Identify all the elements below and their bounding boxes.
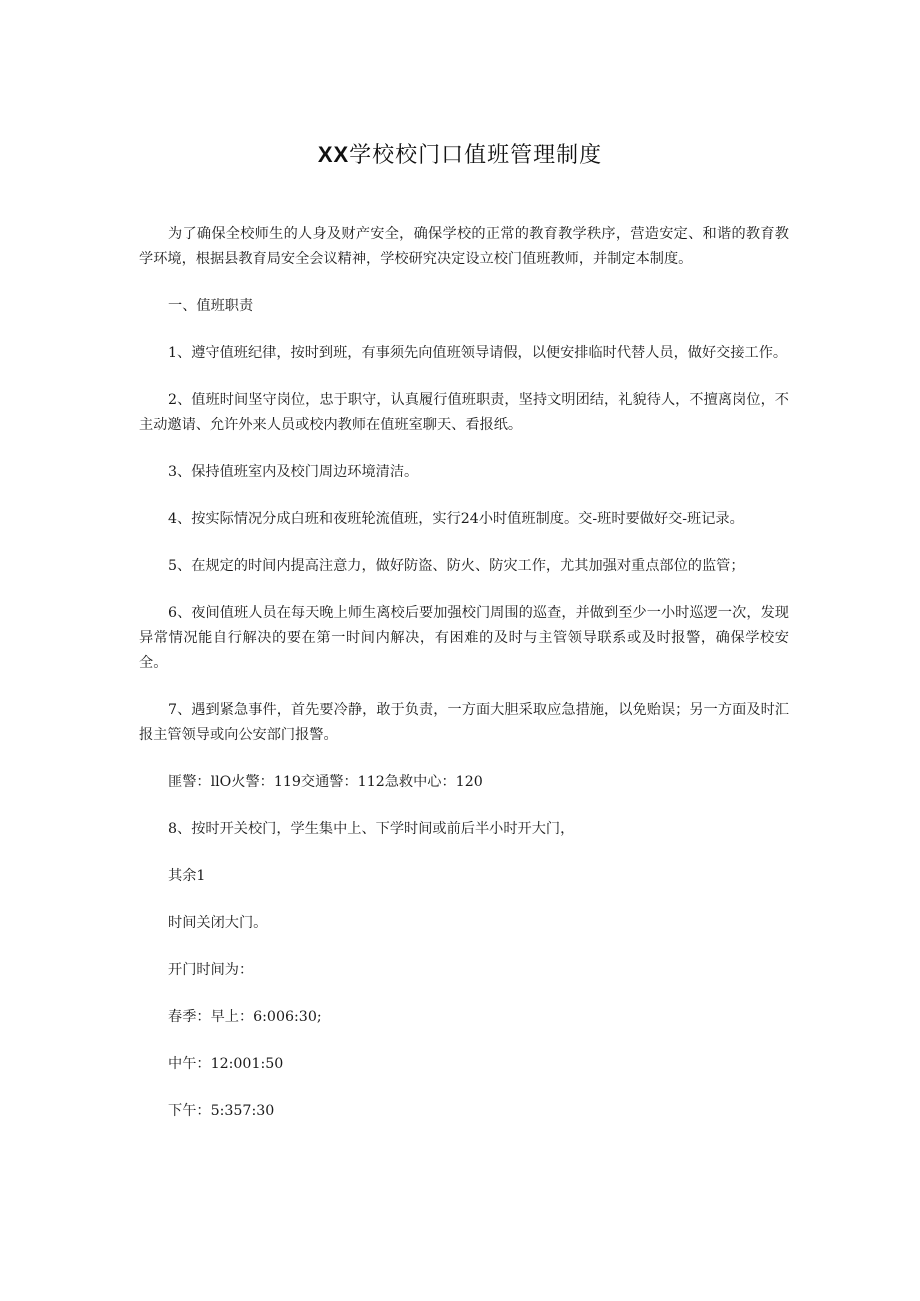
section-heading-duties: 一、值班职责 [168, 298, 254, 314]
document-body [139, 222, 789, 1124]
noon-time: 中午：12:001:50 [168, 1056, 284, 1072]
remaining-line: 其余1 [168, 868, 206, 884]
duty-item-4: 4、按实际情况分成白班和夜班轮流值班，实行24小时值班制度。交-班时要做好交-班记录。 [168, 511, 744, 527]
duty-item-5: 5、在规定的时间内提高注意力，做好防盗、防火、防灾工作，尤其加强对重点部位的监管； [168, 558, 745, 574]
duty-item-6: 6、夜间值班人员在每天晚上师生离校后要加强校门周围的巡查，并做到至少一小时巡逻一次，发现异常情况能自行解决的要在第一时间内解决，有困难的及时与主管领导联系或及时报警，确保学校安全。 [139, 605, 789, 671]
emergency-numbers: 匪警：llO火警：119交通警：112急救中心：120 [168, 774, 483, 790]
duty-item-8: 8、按时开关校门，学生集中上、下学时间或前后半小时开大门， [168, 821, 575, 837]
spring-morning-time: 春季：早上：6:006:30; [168, 1009, 322, 1025]
close-gate-line: 时间关闭大门。 [168, 915, 268, 931]
duty-item-7: 7、遇到紧急事件，首先要冷静，敢于负责，一方面大胆采取应急措施，以免贻误；另一方面及时汇报主管领导或向公安部门报警。 [139, 702, 789, 743]
duty-item-1: 1、遵守值班纪律，按时到班，有事须先向值班领导请假，以便安排临时代替人员，做好交接工作。 [168, 345, 788, 361]
title-text: 学校校门口值班管理制度 [349, 143, 603, 168]
open-time-heading: 开门时间为： [168, 962, 254, 978]
document-title [0, 138, 920, 173]
duty-item-3: 3、保持值班室内及校门周边环境清洁。 [168, 464, 419, 480]
duty-item-2: 2、值班时间坚守岗位，忠于职守，认真履行值班职责，坚持文明团结，礼貌待人，不擅离岗位，不主动邀请、允许外来人员或校内教师在值班室聊天、看报纸。 [139, 392, 789, 433]
intro-paragraph: 为了确保全校师生的人身及财产安全，确保学校的正常的教育教学秩序，营造安定、和谐的教育教学环境，根据县教育局安全会议精神，学校研究决定设立校门值班教师，并制定本制度。 [139, 226, 789, 267]
title-prefix: XX [317, 142, 350, 167]
afternoon-time: 下午：5:357:30 [168, 1103, 275, 1119]
